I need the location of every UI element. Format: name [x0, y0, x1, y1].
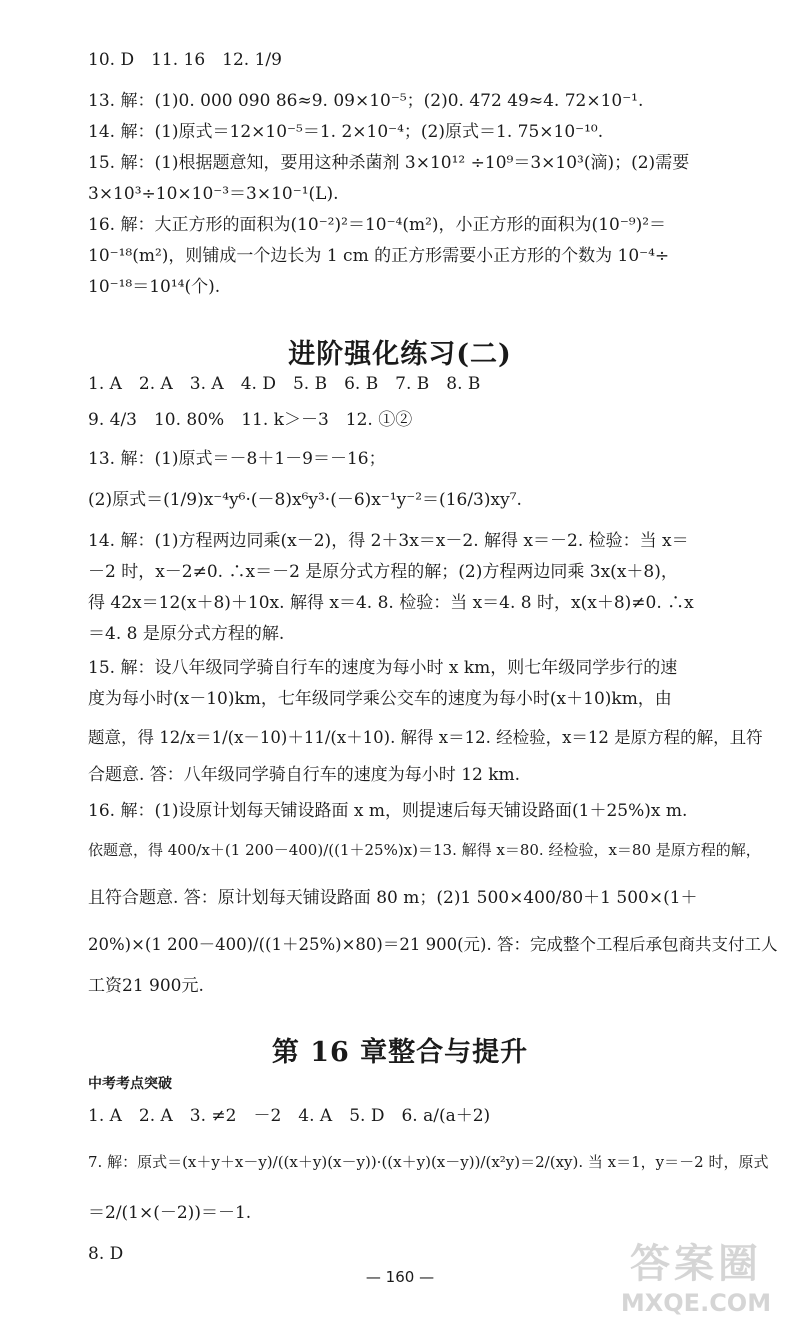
answer-line-15b: 度为每小时(x－10)km，七年级同学乘公交车的速度为每小时(x＋10)km，由	[88, 689, 672, 709]
answer-line-14: 14. 解：(1)原式＝12×10⁻⁵＝1. 2×10⁻⁴；(2)原式＝1. 75×10⁻¹⁰.	[88, 122, 604, 142]
chapter-mc-answers-line: 1. A 2. A 3. ≠2 －2 4. A 5. D 6. a/(a＋2)	[88, 1106, 491, 1126]
answer-line-13: 13. 解：(1)0. 000 090 86≈9. 09×10⁻⁵；(2)0. 472 49≈4. 72×10⁻¹.	[88, 91, 644, 111]
answer-line-13-1: 13. 解：(1)原式＝－8＋1－9＝－16；	[88, 449, 386, 469]
answer-line-15d: 合题意. 答：八年级同学骑自行车的速度为每小时 12 km.	[88, 765, 521, 785]
answer-line-16a: 16. 解：(1)设原计划每天铺设路面 x m，则提速后每天铺设路面(1＋25%)x m.	[88, 801, 688, 821]
answer-line-16a: 16. 解：大正方形的面积为(10⁻²)²＝10⁻⁴(m²)，小正方形的面积为(10⁻⁹)²＝	[88, 215, 667, 235]
answer-line-15b: 3×10³÷10×10⁻³＝3×10⁻¹(L).	[88, 184, 339, 204]
fill-answers-line: 9. 4/3 10. 80% 11. k＞－3 12. ①②	[88, 410, 413, 430]
watermark-site-text: MXQE.COM	[620, 1289, 772, 1317]
watermark-logo	[606, 1232, 786, 1316]
chapter-heading: 第 16 章整合与提升	[271, 1037, 529, 1068]
answer-line-14b: －2 时，x－2≠0. ∴x＝－2 是原分式方程的解；(2)方程两边同乘 3x(x＋8)，	[88, 562, 678, 582]
answer-line-15c: 题意，得 12/x＝1/(x－10)＋11/(x＋10). 解得 x＝12. 经检验，x＝12 是原方程的解，且符	[88, 728, 763, 747]
answer-line-16d: 20%)×(1 200－400)/((1＋25%)×80)＝21 900(元). 答：完成整个工程后承包商共支付工人	[88, 935, 778, 954]
answer-line-16b: 依题意，得 400/x＋(1 200－400)/((1＋25%)x)＝13. 解得 x＝80. 经检验，x＝80 是原方程的解，	[88, 841, 761, 859]
answer-line-7a: 7. 解：原式＝(x＋y＋x－y)/((x＋y)(x－y))·((x＋y)(x－y))/(x²y)＝2/(xy). 当 x＝1，y＝－2 时，原式	[88, 1153, 769, 1171]
answer-line-10-12: 10. D 11. 16 12. 1/9	[88, 50, 282, 70]
answer-line-8: 8. D	[88, 1244, 124, 1264]
answer-line-14d: ＝4. 8 是原分式方程的解.	[88, 624, 285, 644]
answer-line-16c: 10⁻¹⁸＝10¹⁴(个).	[88, 277, 221, 297]
answer-line-13-2: (2)原式＝(1/9)x⁻⁴y⁶·(－8)x⁶y³·(－6)x⁻¹y⁻²＝(16/3)xy⁷.	[88, 490, 522, 510]
answer-line-7b: ＝2/(1×(－2))＝－1.	[88, 1203, 252, 1223]
answer-line-15a: 15. 解：设八年级同学骑自行车的速度为每小时 x km，则七年级同学步行的速	[88, 658, 678, 678]
page-number: — 160 —	[365, 1268, 435, 1286]
subsection-heading: 中考考点突破	[88, 1076, 172, 1092]
answer-line-16b: 10⁻¹⁸(m²)，则铺成一个边长为 1 cm 的正方形需要小正方形的个数为 10⁻⁴÷	[88, 246, 670, 266]
answer-line-14a: 14. 解：(1)方程两边同乘(x－2)，得 2＋3x＝x－2. 解得 x＝－2. 检验：当 x＝	[88, 531, 689, 551]
answer-line-16c: 且符合题意. 答：原计划每天铺设路面 80 m；(2)1 500×400/80＋1 500×(1＋	[88, 888, 698, 908]
answer-line-14c: 得 42x＝12(x＋8)＋10x. 解得 x＝4. 8. 检验：当 x＝4. 8 时，x(x＋8)≠0. ∴x	[88, 593, 694, 613]
mc-answers-line: 1. A 2. A 3. A 4. D 5. B 6. B 7. B 8. B	[88, 374, 481, 394]
answer-line-15a: 15. 解：(1)根据题意知，要用这种杀菌剂 3×10¹² ÷10⁹＝3×10³(滴)；(2)需要	[88, 153, 690, 173]
section-heading: 进阶强化练习(二)	[288, 339, 512, 370]
answer-line-16e: 工资21 900元.	[88, 976, 204, 996]
watermark-main-text: 答案圈	[630, 1241, 762, 1287]
